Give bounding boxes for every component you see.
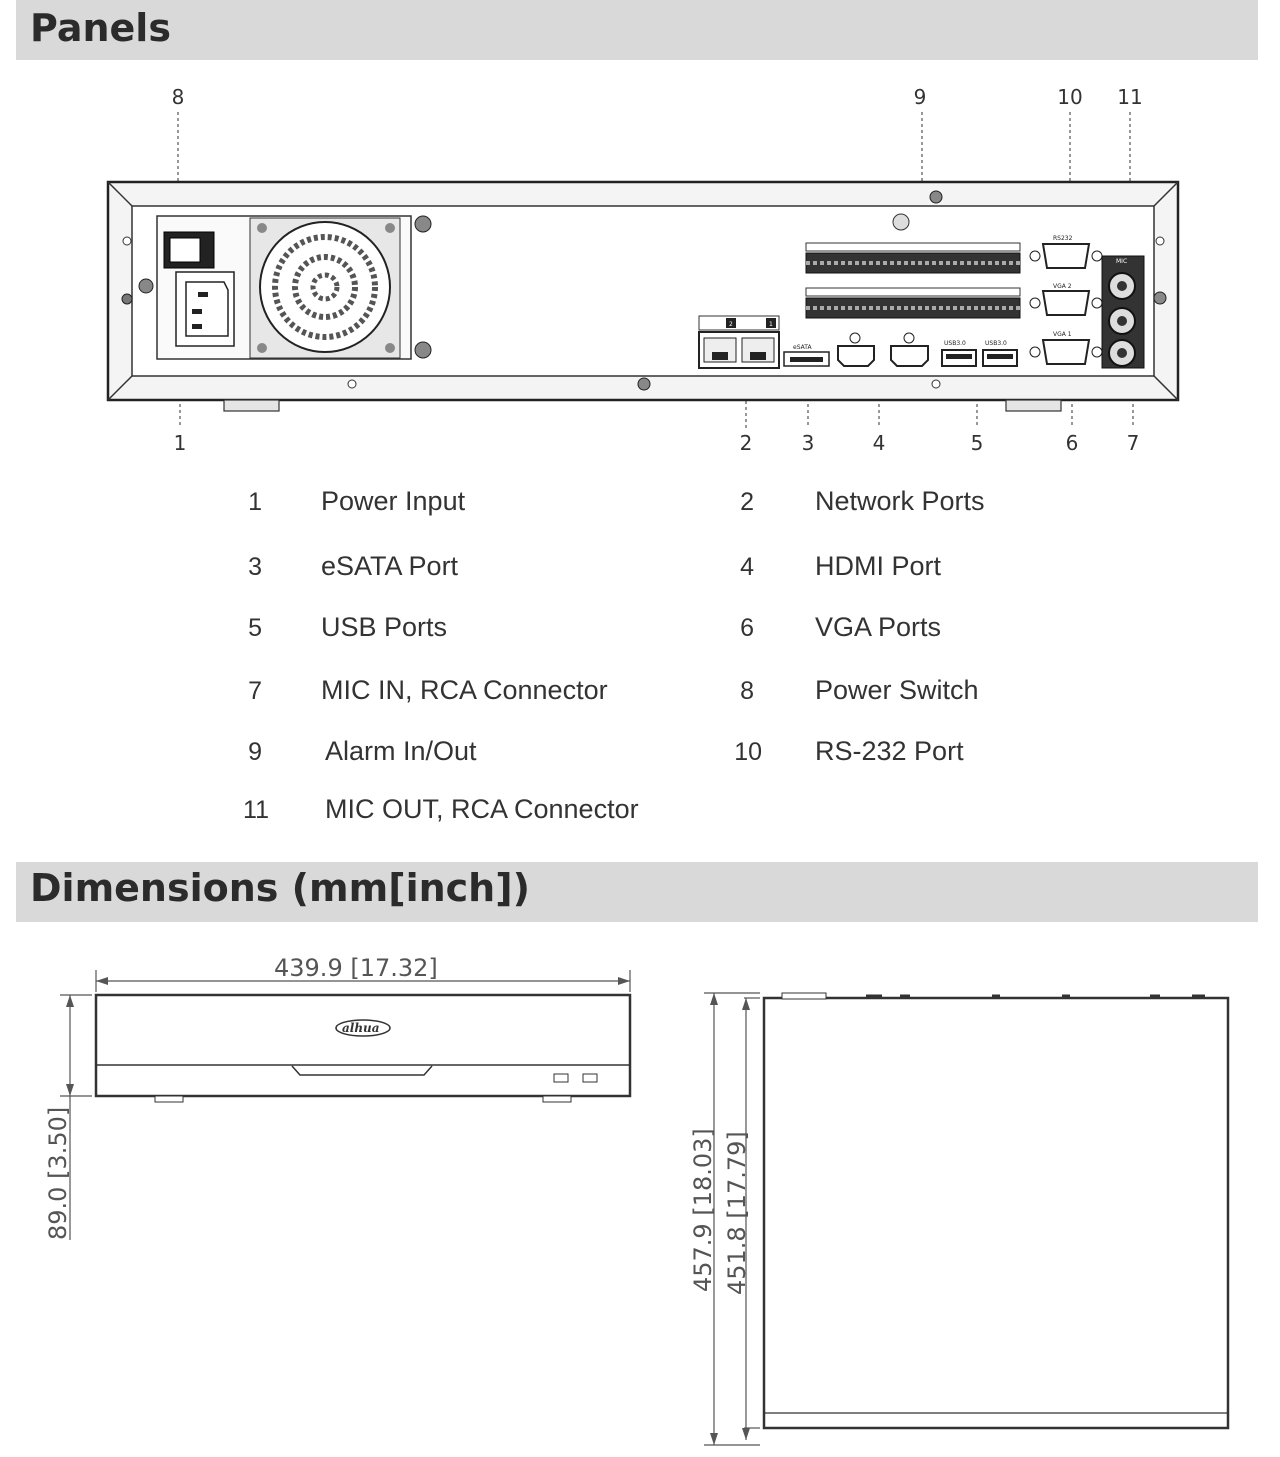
legend-label: MIC IN, RCA Connector <box>321 675 608 705</box>
front-view <box>44 954 630 1240</box>
legend-label: Alarm In/Out <box>325 736 477 766</box>
rs232-label: RS232 <box>1053 235 1073 242</box>
mic-label: MIC <box>1116 258 1128 265</box>
legend-num: 5 <box>248 614 262 642</box>
depth-outer-dimension: 457.9 [18.03] <box>689 1128 717 1292</box>
callout-6: 6 <box>1065 431 1079 455</box>
callout-5: 5 <box>970 431 984 455</box>
legend-num: 8 <box>740 677 754 705</box>
top-view <box>689 993 1228 1445</box>
callout-3: 3 <box>801 431 815 455</box>
callout-2: 2 <box>739 431 753 455</box>
legend-num: 11 <box>243 796 269 824</box>
brand-logo <box>336 1020 390 1036</box>
legend-num: 7 <box>248 677 262 705</box>
legend-label: Network Ports <box>815 486 985 516</box>
esata-label: eSATA <box>793 344 812 351</box>
vga1-label: VGA 1 <box>1053 331 1072 338</box>
callout-11: 11 <box>1117 85 1143 109</box>
callout-9: 9 <box>913 85 927 109</box>
legend-label: Power Input <box>321 486 466 516</box>
legend-num: 1 <box>248 488 262 516</box>
brand-text: alhua <box>342 1021 380 1035</box>
legend-num: 6 <box>740 614 754 642</box>
height-dimension: 89.0 [3.50] <box>44 1106 72 1240</box>
legend-num: 9 <box>248 738 262 766</box>
legend-label: MIC OUT, RCA Connector <box>325 794 639 824</box>
legend-num: 3 <box>248 553 262 581</box>
callout-4: 4 <box>872 431 886 455</box>
legend-label: USB Ports <box>321 612 448 642</box>
legend-label: RS-232 Port <box>815 736 964 766</box>
lan2-label: 2 <box>729 321 733 328</box>
legend-label: eSATA Port <box>321 551 459 581</box>
panels-title: Panels <box>30 6 171 50</box>
usb2-label: USB3.0 <box>985 340 1007 347</box>
legend-label: HDMI Port <box>815 551 942 581</box>
depth-inner-dimension: 451.8 [17.79] <box>723 1131 751 1295</box>
legend-label: Power Switch <box>815 675 979 705</box>
callout-1: 1 <box>173 431 187 455</box>
legend-num: 10 <box>734 738 762 766</box>
legend-num: 4 <box>740 553 754 581</box>
dimensions-title: Dimensions (mm[inch]) <box>30 866 530 910</box>
vga2-label: VGA 2 <box>1053 283 1072 290</box>
lan1-label: 1 <box>769 321 773 328</box>
legend-num: 2 <box>740 488 754 516</box>
usb1-label: USB3.0 <box>944 340 966 347</box>
callout-10: 10 <box>1057 85 1083 109</box>
legend-label: VGA Ports <box>815 612 942 642</box>
width-dimension: 439.9 [17.32] <box>274 954 438 982</box>
callout-8: 8 <box>171 85 185 109</box>
callout-7: 7 <box>1126 431 1140 455</box>
